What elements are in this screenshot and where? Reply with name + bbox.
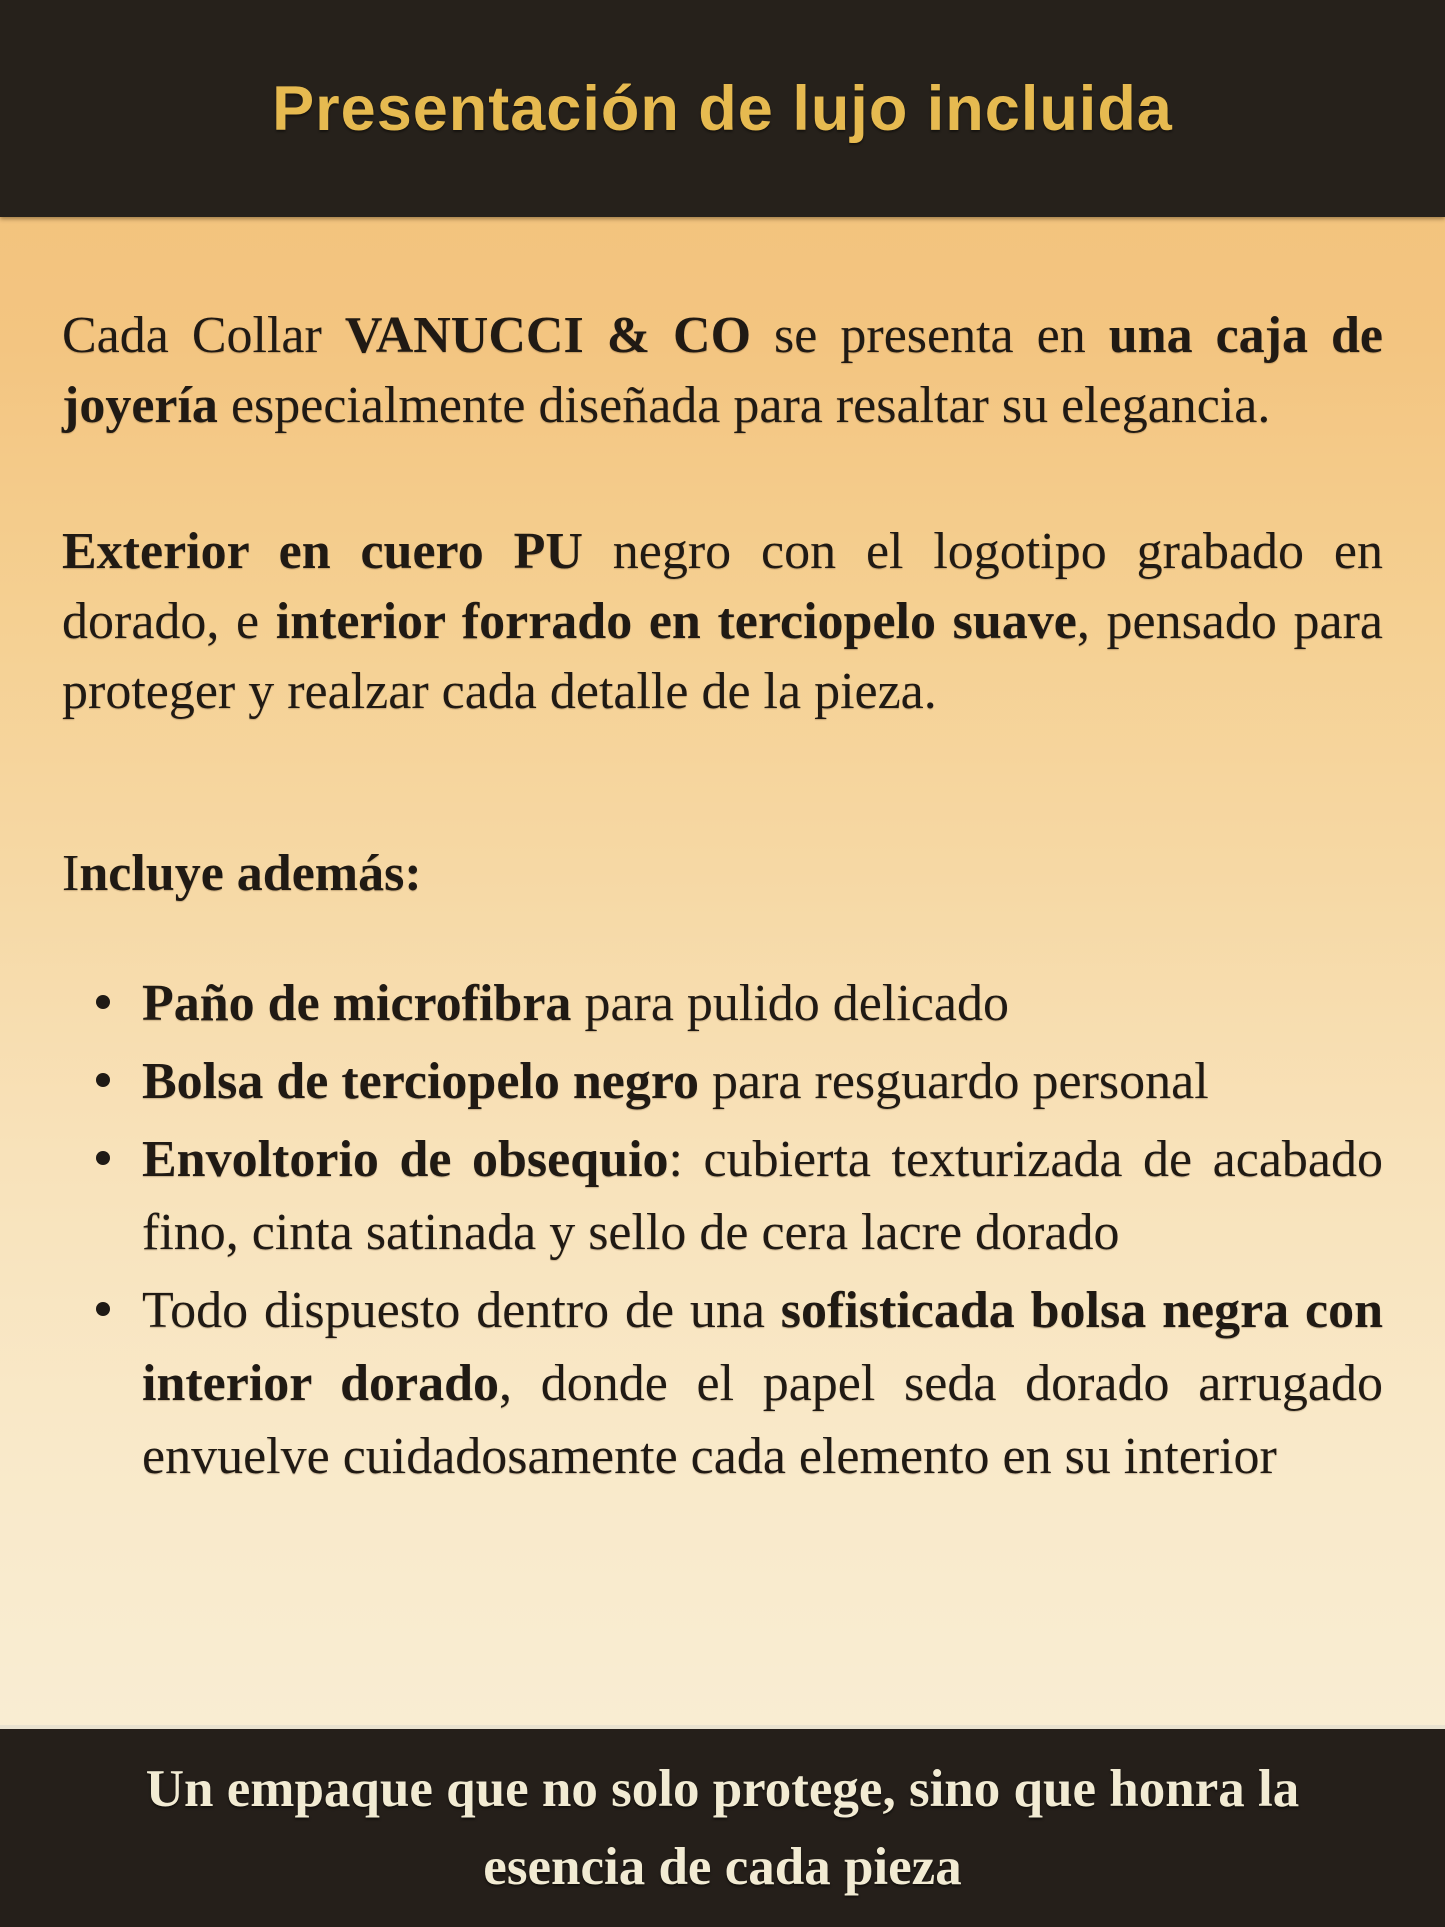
includes-heading: Incluye además: [62,845,422,902]
list-item [142,967,1383,1040]
bullet-text: Envoltorio de obsequio: cubierta texturizada de acabado fino, cinta satinada y sello de cera lacre dorado [142,1131,1384,1261]
list-item [142,1045,1383,1118]
body-section [0,217,1445,1493]
list-item [142,1274,1383,1493]
footer-bar [0,1725,1445,1927]
exterior-paragraph: Exterior en cuero PU negro con el logotipo grabado en dorado, e interior forrado en terciopelo suave, pensado para proteger y realzar cada detalle de la pieza. [62,523,1383,720]
bullet-dot-icon [96,1151,110,1165]
footer-tagline: Un empaque que no solo protege, sino que honra la esencia de cada pieza [145,1760,1300,1896]
bullet-text: Bolsa de terciopelo negro para resguardo personal [142,1053,1209,1110]
bullet-text: Todo dispuesto dentro de una sofisticada bolsa negra con interior dorado, donde el papel seda dorado arrugado envuelve cuidadosamente cada elemento en su interior [142,1282,1383,1485]
header-bar [0,0,1445,217]
bullet-dot-icon [96,1073,110,1087]
bullet-dot-icon [96,1302,110,1316]
page-title: Presentación de lujo incluida [272,73,1173,144]
list-item [142,1123,1383,1269]
bullet-text: Paño de microfibra para pulido delicado [142,975,1009,1032]
includes-list [62,967,1383,1493]
bullet-dot-icon [96,995,110,1009]
intro-paragraph: Cada Collar VANUCCI & CO se presenta en una caja de joyería especialmente diseñada para resaltar su elegancia. [62,307,1383,434]
